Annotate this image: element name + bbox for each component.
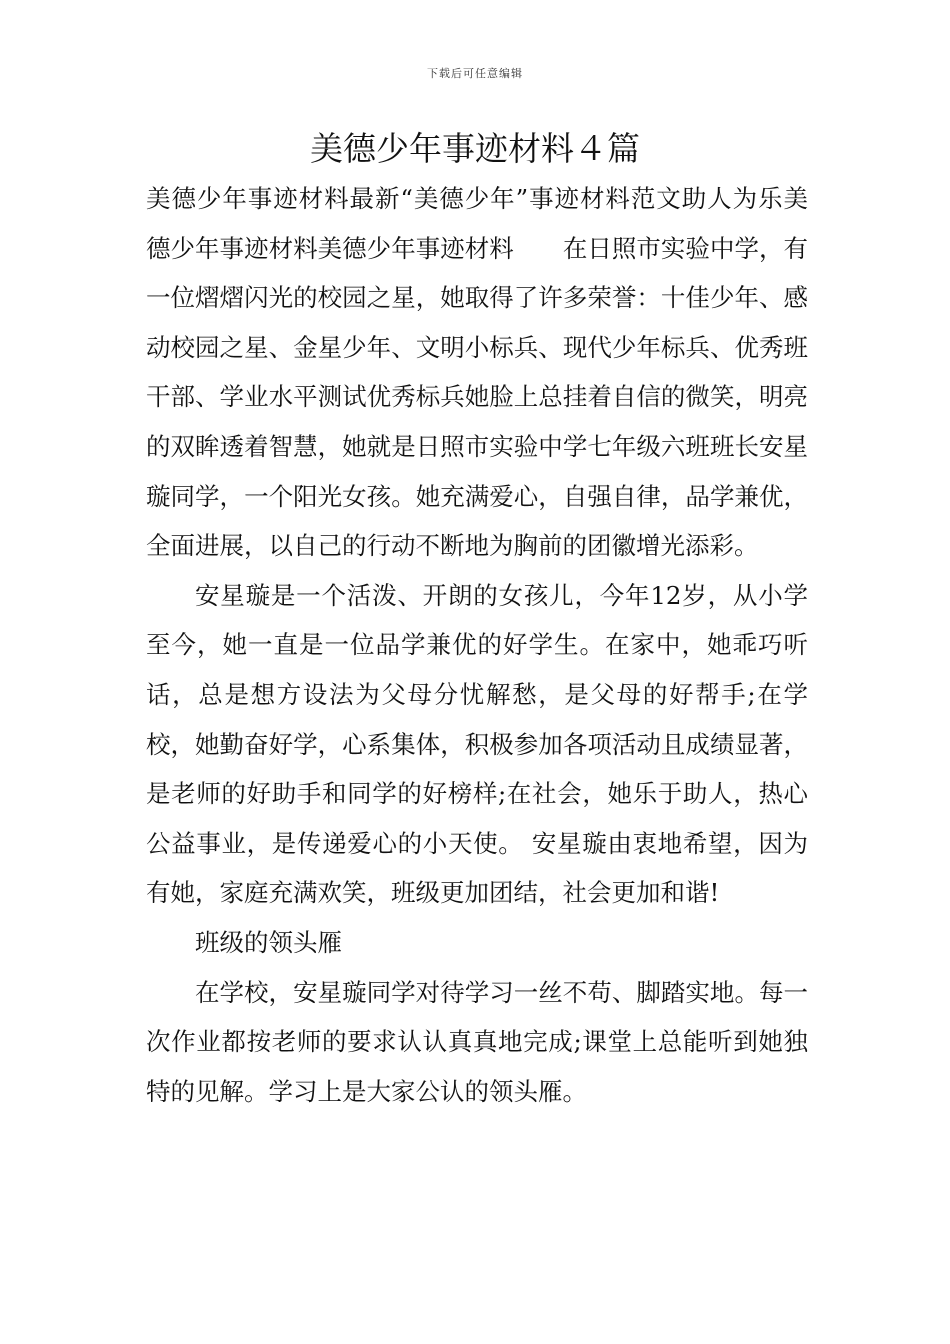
header-note: 下载后可任意编辑 bbox=[427, 67, 523, 80]
paragraph-study: 在学校，安星璇同学对待学习一丝不苟、脚踏实地。每一次作业都按老师的要求认认真真地完成;课堂上总能听到她独特的见解。学习上是大家公认的领头雁。 bbox=[146, 977, 808, 1106]
paragraph-profile: 安星璇是一个活泼、开朗的女孩儿，今年12岁，从小学至今，她一直是一位品学兼优的好学生。在家中，她乖巧听话，总是想方设法为父母分忧解愁，是父母的好帮手;在学校，她勤奋好学，心系集体，积极参加各项活动且成绩显著，是老师的好助手和同学的好榜样;在社会，她乐于助人，热心公益事业，是传递爱心的小天使。 安星璇由衷地希望，因为有她，家庭充满欢笑，班级更加团结，社会更加和谐! bbox=[146, 580, 808, 908]
section-heading: 班级的领头雁 bbox=[195, 927, 342, 957]
document-body bbox=[146, 174, 808, 1116]
document-title: 美德少年事迹材料４篇 bbox=[310, 129, 640, 168]
paragraph-intro: 美德少年事迹材料最新“美德少年”事迹材料范文助人为乐美德少年事迹材料美德少年事迹材料 在日照市实验中学，有一位熠熠闪光的校园之星，她取得了许多荣誉：十佳少年、感动校园之星、金星少年、文明小标兵、现代少年标兵、优秀班干部、学业水平测试优秀标兵她脸上总挂着自信的微笑，明亮的双眸透着智慧，她就是日照市实验中学七年级六班班长安星璇同学，一个阳光女孩。她充满爱心，自强自律，品学兼优，全面进展，以自己的行动不断地为胸前的团徽增光添彩。 bbox=[146, 184, 808, 561]
